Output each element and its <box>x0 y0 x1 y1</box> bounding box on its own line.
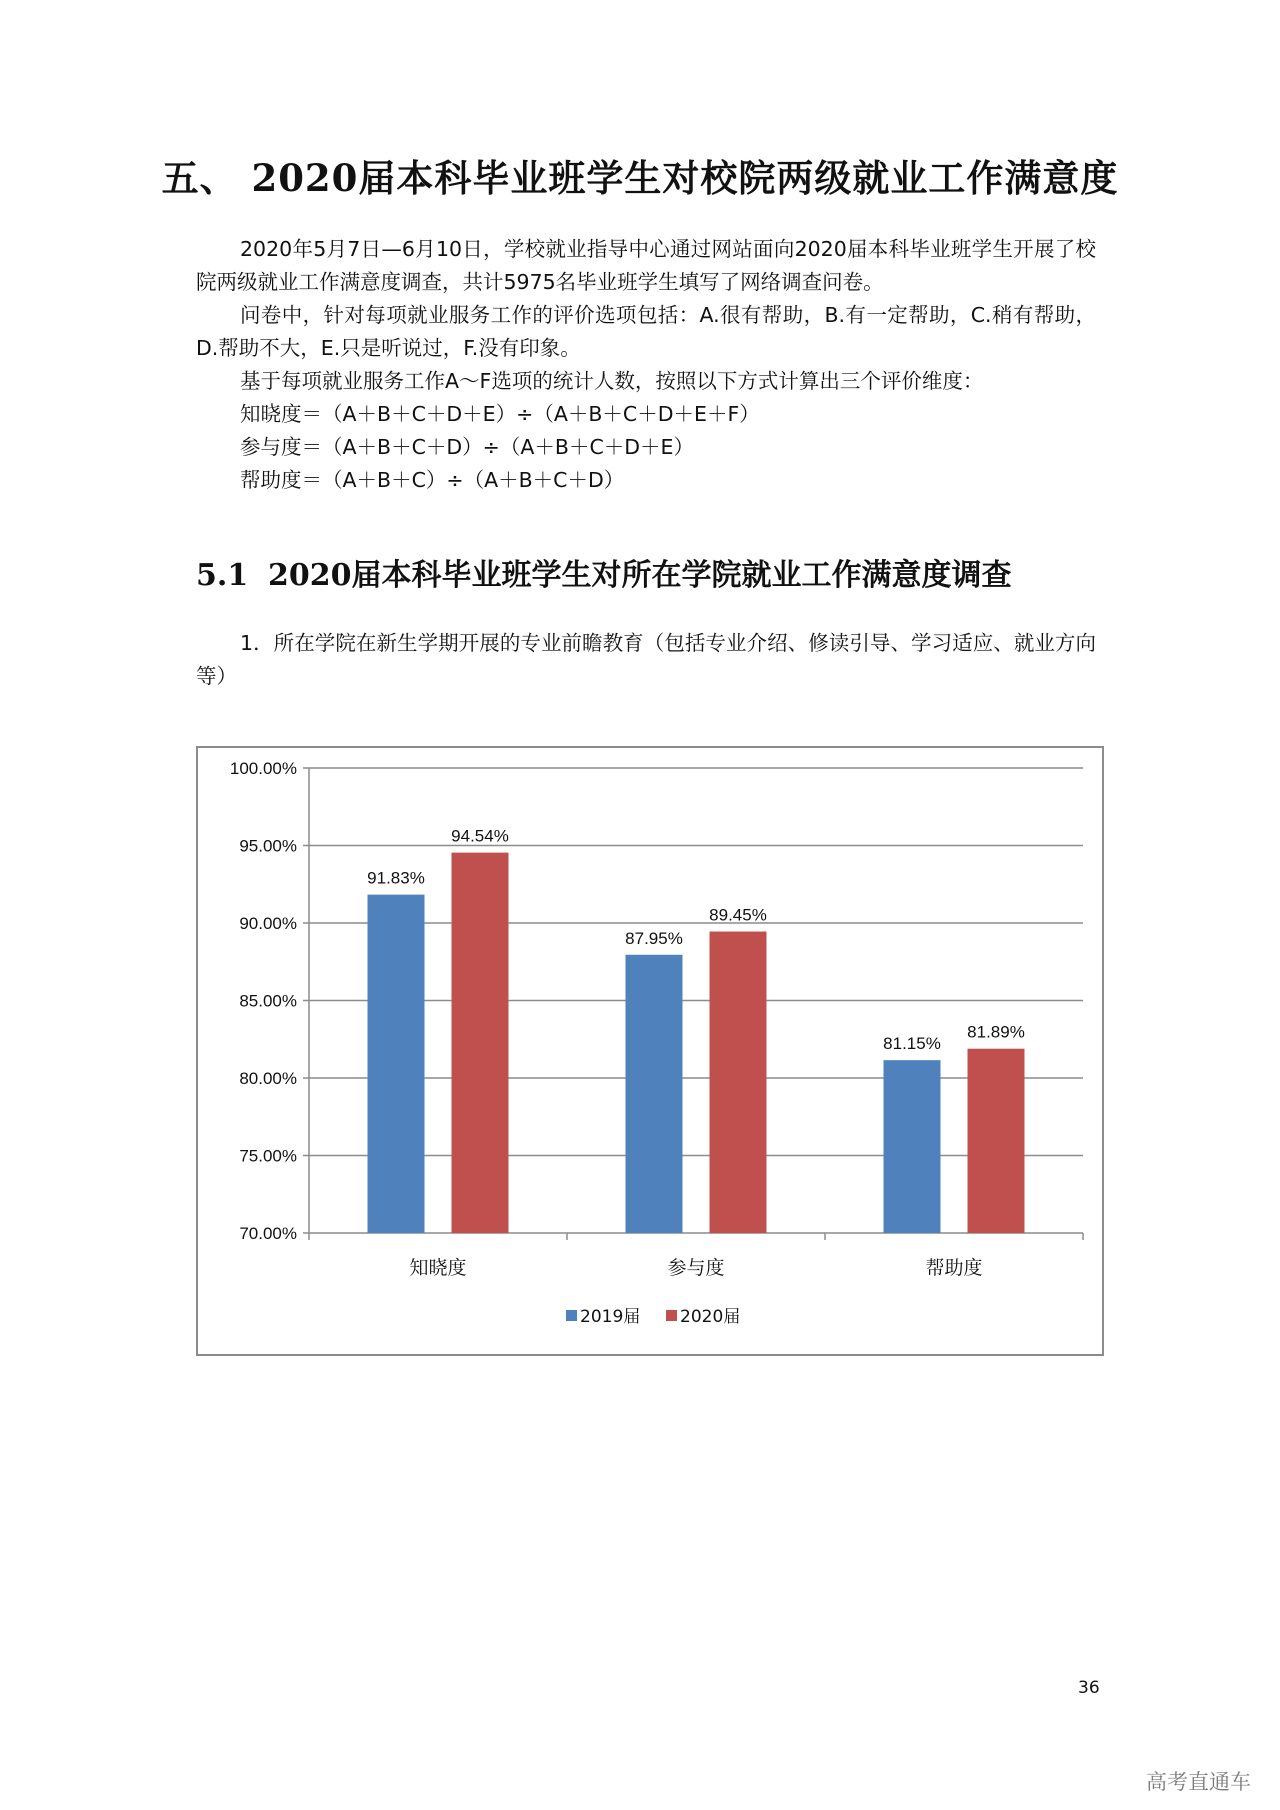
formula-intro: 基于每项就业服务工作A～F选项的统计人数，按照以下方式计算出三个评价维度： <box>240 369 984 393</box>
formula-helpfulness: 帮助度＝（A＋B＋C）÷（A＋B＋C＋D） <box>240 468 625 492</box>
y-tick-label: 85.00% <box>239 991 297 1011</box>
y-tick-label: 75.00% <box>239 1146 297 1166</box>
bar <box>368 895 425 1233</box>
formula-participation: 参与度＝（A＋B＋C＋D）÷（A＋B＋C＋D＋E） <box>240 435 695 459</box>
x-category-label: 知晓度 <box>409 1257 467 1279</box>
formula-awareness: 知晓度＝（A＋B＋C＋D＋E）÷（A＋B＋C＋D＋E＋F） <box>240 402 760 426</box>
chapter-heading: 五、 2020届本科毕业班学生对校院两级就业工作满意度 <box>161 156 1119 200</box>
y-tick-label: 100.00% <box>229 759 297 778</box>
y-tick-label: 90.00% <box>239 914 297 933</box>
page-number: 36 <box>1078 1678 1100 1698</box>
y-tick-label: 80.00% <box>239 1069 297 1088</box>
data-label: 89.45% <box>709 905 767 925</box>
bar <box>710 932 767 1233</box>
bar <box>626 955 683 1233</box>
bar <box>452 853 509 1233</box>
legend-label: 2020届 <box>680 1307 741 1327</box>
section-title: 2020届本科毕业班学生对所在学院就业工作满意度调查 <box>268 558 1012 593</box>
legend-swatch <box>666 1310 677 1321</box>
watermark: 高考直通车 <box>1146 1770 1251 1794</box>
x-category-label: 参与度 <box>667 1257 725 1279</box>
y-tick-label: 95.00% <box>239 836 297 856</box>
data-label: 87.95% <box>625 928 683 948</box>
data-label: 94.54% <box>451 826 509 846</box>
bar <box>968 1049 1025 1233</box>
bar-chart-svg <box>198 748 1102 1354</box>
options-paragraph: 问卷中，针对每项就业服务工作的评价选项包括：A.很有帮助，B.有一定帮助，C.稍有帮助，D.帮助不大，E.只是听说过，F.没有印象。 <box>196 303 1096 360</box>
item-description: 1．所在学院在新生学期开展的专业前瞻教育（包括专业介绍、修读引导、学习适应、就业方向等） <box>196 631 1096 688</box>
x-category-label: 帮助度 <box>925 1257 983 1279</box>
legend-label: 2019届 <box>580 1307 641 1327</box>
section-number: 5.1 <box>196 558 249 593</box>
y-tick-label: 70.00% <box>239 1224 297 1243</box>
legend-swatch <box>566 1310 577 1321</box>
data-label: 81.89% <box>967 1022 1025 1042</box>
data-label: 81.15% <box>883 1034 941 1054</box>
bar-chart <box>196 746 1104 1356</box>
data-label: 91.83% <box>367 868 425 888</box>
section-heading <box>196 550 1012 594</box>
intro-paragraph: 2020年5月7日—6月10日，学校就业指导中心通过网站面向2020届本科毕业班学生开展了校院两级就业工作满意度调查，共计5975名毕业班学生填写了网络调查问卷。 <box>196 237 1096 294</box>
bar <box>884 1060 941 1233</box>
